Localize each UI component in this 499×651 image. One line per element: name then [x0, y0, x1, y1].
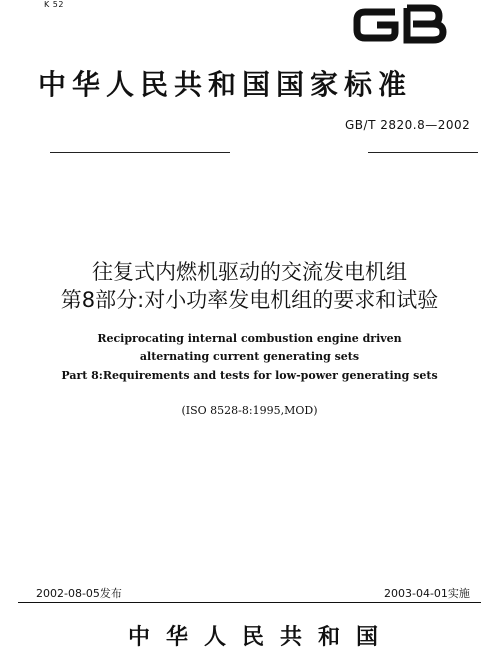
english-title-line-2: alternating current generating sets	[139, 350, 360, 363]
header-rule-right	[368, 152, 478, 153]
chinese-title-line-2: 第8部分:对小功率发电机组的要求和试验	[60, 288, 439, 312]
english-title-line-1: Reciprocating internal combustion engine driven	[97, 332, 402, 345]
chinese-title-line-1: 往复式内燃机驱动的交流发电机组	[92, 260, 407, 284]
gb-logo	[351, 3, 451, 45]
ics-code: K 52	[44, 0, 64, 9]
footer-rule	[18, 602, 481, 603]
implementation-date: 2003-04-01实施	[384, 587, 470, 600]
issuer-name: 中华人民共和国	[128, 624, 395, 650]
svg-text:GB: GB	[351, 3, 353, 4]
iso-reference: (ISO 8528-8:1995,MOD)	[181, 404, 318, 417]
english-title-line-3: Part 8:Requirements and tests for low-power generating sets	[61, 369, 438, 382]
issue-date: 2002-08-05发布	[36, 587, 122, 600]
header-rule-left	[50, 152, 230, 153]
standard-number: GB/T 2820.8—2002	[345, 118, 471, 132]
org-title: 中华人民共和国国家标准	[38, 68, 413, 101]
